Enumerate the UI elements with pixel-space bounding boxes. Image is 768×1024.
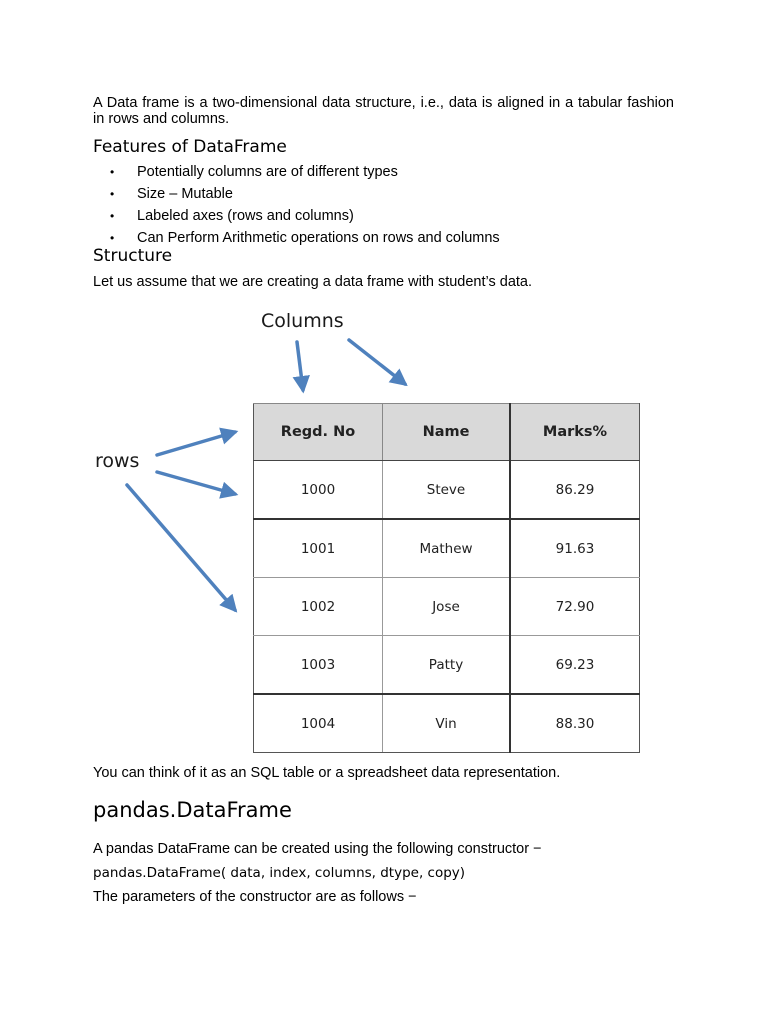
table-row bbox=[254, 519, 640, 578]
table-cell: 1003 bbox=[254, 636, 383, 695]
list-item-text: Can Perform Arithmetic operations on rows and columns bbox=[137, 230, 500, 246]
constructor-text: A pandas DataFrame can be created using the following constructor − bbox=[93, 841, 542, 857]
table-cell: 1000 bbox=[254, 461, 383, 520]
structure-text: Let us assume that we are creating a data frame with student’s data. bbox=[93, 274, 533, 290]
list-item bbox=[110, 162, 500, 184]
table-cell: 69.23 bbox=[510, 636, 640, 695]
table-cell: 72.90 bbox=[510, 578, 640, 636]
columns-label: Columns bbox=[261, 310, 344, 332]
table-cell: 1002 bbox=[254, 578, 383, 636]
list-item bbox=[110, 206, 500, 228]
columns-arrow-right bbox=[349, 340, 405, 384]
table-cell: 1001 bbox=[254, 519, 383, 578]
table-row bbox=[254, 694, 640, 753]
table-cell: Patty bbox=[383, 636, 511, 695]
table-cell: 86.29 bbox=[510, 461, 640, 520]
column-header-name: Name bbox=[383, 404, 511, 461]
table-cell: Steve bbox=[383, 461, 511, 520]
rows-arrow-lower bbox=[127, 485, 235, 610]
list-item-text: Potentially columns are of different types bbox=[137, 164, 398, 180]
sql-note: You can think of it as an SQL table or a spreadsheet data representation. bbox=[93, 765, 561, 781]
constructor-code: pandas.DataFrame( data, index, columns, dtype, copy) bbox=[93, 865, 466, 881]
rows-arrow-upper bbox=[157, 432, 235, 455]
features-heading: Features of DataFrame bbox=[93, 137, 287, 157]
bullet-icon: • bbox=[110, 165, 115, 179]
table-cell: Mathew bbox=[383, 519, 511, 578]
table-cell: 1004 bbox=[254, 694, 383, 753]
table-cell: 88.30 bbox=[510, 694, 640, 753]
student-data-table bbox=[253, 403, 640, 753]
table-row bbox=[254, 636, 640, 695]
intro-paragraph: A Data frame is a two-dimensional data structure, i.e., data is aligned in a tabular fashion in rows and columns. bbox=[93, 95, 674, 127]
table-cell: Jose bbox=[383, 578, 511, 636]
pandas-dataframe-heading: pandas.DataFrame bbox=[93, 798, 292, 822]
list-item-text: Size – Mutable bbox=[137, 186, 233, 202]
columns-arrow-down bbox=[297, 342, 303, 390]
features-list bbox=[110, 162, 500, 250]
list-item-text: Labeled axes (rows and columns) bbox=[137, 208, 354, 224]
column-header-regd-no: Regd. No bbox=[254, 404, 383, 461]
rows-label: rows bbox=[95, 450, 140, 472]
bullet-icon: • bbox=[110, 231, 115, 245]
bullet-icon: • bbox=[110, 209, 115, 223]
table-cell: 91.63 bbox=[510, 519, 640, 578]
table-row bbox=[254, 578, 640, 636]
table-header-row bbox=[254, 404, 640, 461]
structure-heading: Structure bbox=[93, 246, 173, 266]
table-cell: Vin bbox=[383, 694, 511, 753]
column-header-marks: Marks% bbox=[510, 404, 640, 461]
params-text: The parameters of the constructor are as follows − bbox=[93, 889, 417, 905]
table-row bbox=[254, 461, 640, 520]
dataframe-structure-figure bbox=[85, 300, 655, 760]
list-item bbox=[110, 184, 500, 206]
rows-arrow-middle bbox=[157, 472, 235, 494]
bullet-icon: • bbox=[110, 187, 115, 201]
